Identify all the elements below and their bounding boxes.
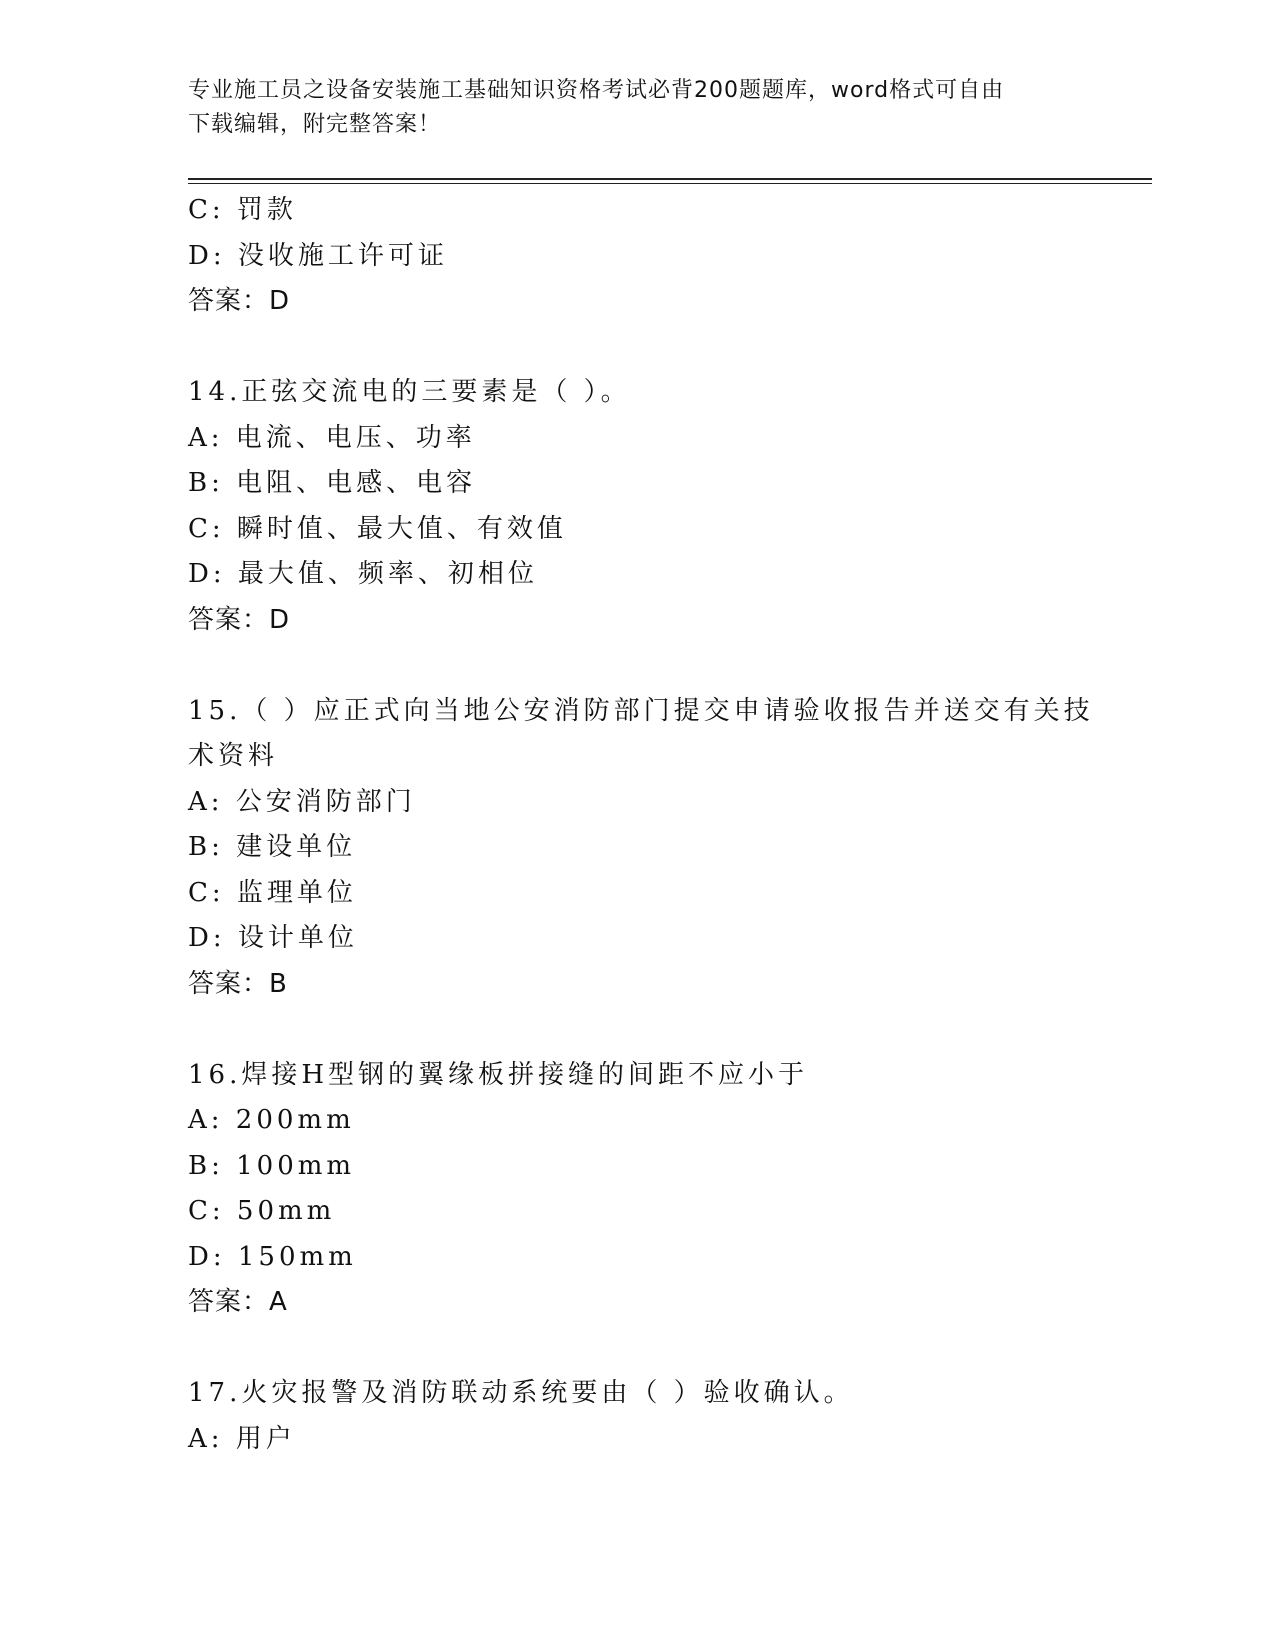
option-c: C: 50mm: [188, 1196, 336, 1226]
header-divider-thin: [188, 183, 1152, 184]
option-d: D: 150mm: [188, 1241, 357, 1272]
header-line-1: 专业施工员之设备安装施工基础知识资格考试必背200题题库，word格式可自由: [188, 78, 1005, 103]
question-block-17: [188, 1371, 1088, 1462]
option-c: C: 监理单位: [188, 877, 357, 908]
option-a: A: 电流、电压、功率: [188, 422, 476, 453]
option-d: D: 设计单位: [188, 923, 358, 953]
question-list: [188, 188, 1094, 1462]
spacer: [188, 325, 1088, 371]
spacer: [188, 1007, 1088, 1053]
answer: 答案：D: [188, 604, 291, 635]
option-d: D: 最大值、频率、初相位: [188, 559, 538, 589]
question-text-line-2: 术资料: [188, 741, 279, 771]
question-text: 14.正弦交流电的三要素是（ ）。: [188, 377, 631, 407]
option-b: B: 建设单位: [188, 832, 357, 862]
question-block-16: [188, 1053, 1088, 1326]
answer: 答案：A: [188, 1287, 288, 1317]
question-text: 16.焊接H型钢的翼缘板拼接缝的间距不应小于: [188, 1059, 809, 1090]
header-divider: [188, 178, 1152, 180]
option-a: A: 用户: [188, 1423, 296, 1454]
option-a: A: 200mm: [188, 1105, 355, 1135]
question-text-line-1: 15.（ ）应正式向当地公安消防部门提交申请验收报告并送交有关技: [188, 695, 1094, 726]
question-block-14: [188, 370, 1088, 643]
option-b: B: 100mm: [188, 1150, 356, 1181]
answer: 答案：B: [188, 968, 288, 999]
spacer: [188, 643, 1088, 689]
answer: 答案：D: [188, 286, 291, 316]
option-c: C: 罚款: [188, 195, 297, 225]
option-b: B: 电阻、电感、电容: [188, 468, 477, 498]
option-c: C: 瞬时值、最大值、有效值: [188, 513, 567, 544]
question-text: 17.火灾报警及消防联动系统要由（ ）验收确认。: [188, 1378, 854, 1408]
document-header: [188, 74, 1068, 142]
header-line-2: 下载编辑，附完整答案！: [188, 112, 442, 137]
question-block-13: [188, 188, 1088, 325]
question-block-15: [188, 689, 1094, 1008]
spacer: [188, 1326, 1088, 1372]
option-d: D: 没收施工许可证: [188, 240, 448, 271]
option-a: A: 公安消防部门: [188, 786, 416, 817]
